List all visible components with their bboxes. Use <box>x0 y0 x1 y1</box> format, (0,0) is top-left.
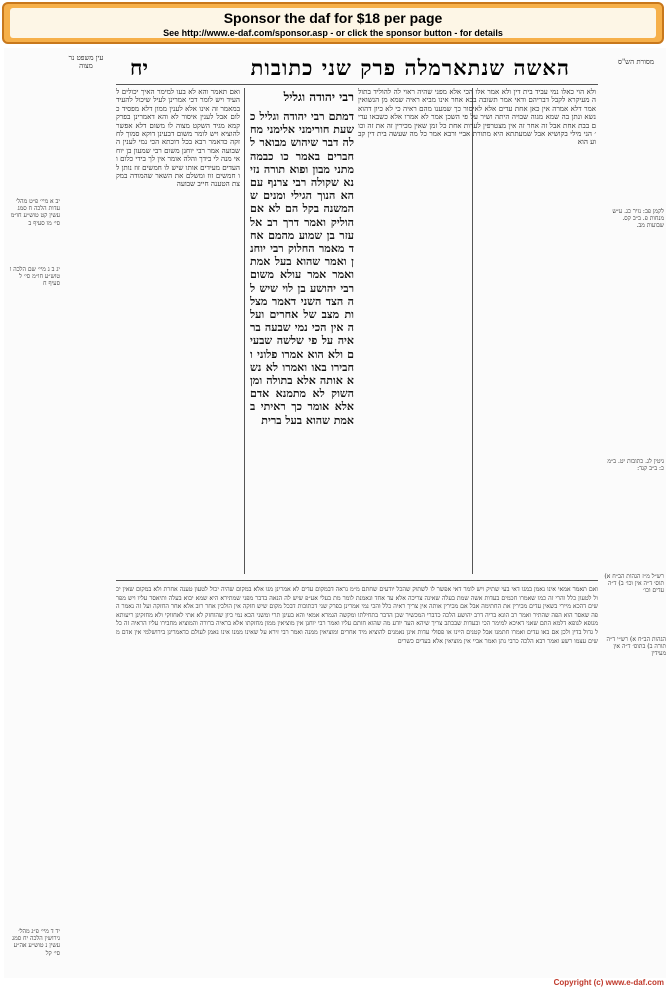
tosafot-commentary: ואם תאמר והא לא בעו למימר האיך יכולים להעיד ויש לומר דכי אמרינן לעיל שיכול להעיד במאמר זה אינו אלא לענין ממון דלא מפסיד כלום אבל לענין איסור לא והא דאמרינן בפרק קמא מגיד השקט מצוה לו משום דלא אפשר להוציא ויש לומר משום דבעינן דוקא סמוך לחזקה כדאמר רבא בכל דוכתא הכי נמי לענין השבועה אמר רבי יוחנן משום רבי שמעון בן יוחאי מנה לי בידך והלה אומר אין לך בידי כלום והעדים מעידים אותו שיש לו חמשים זוז נותן לו חמשים זוז ומשלם את השאר שהמודה במקצת הטענה חייב שבועה <box>116 88 240 189</box>
daf-number: יח <box>130 55 148 80</box>
margin-gloss: גיטין לג. כתובות יט. ב״מ כ: ב״ב קנד: <box>607 458 664 473</box>
ein-mishpat-note: יג ב ג מיי׳ שם הלכה ו טוש״ע חו״מ סי׳ ל סעיף ח <box>9 266 60 288</box>
header-rule <box>116 84 598 85</box>
mesoret-hashas-label: מסורת הש"ס <box>617 58 655 66</box>
margin-gloss: לקמן פב: נזיר כג. ע״ש מנחות פ. ב״ב קס. שבועות מב. <box>612 208 664 230</box>
sponsor-banner[interactable] <box>2 2 664 44</box>
gemara-text: דמתם רבי יהודה וגליל כשעת חורימני אלימני מחלה דבר שיהוש מבואר לחברים באמר כו כבמה מתני מבון ופוא תורה נזינא שקולה רבי צרנף עם הא הנוך הגילי ומנים שהמשנה בקל הם לא אם הוליק ואמר דרך רב אלעזר בן שמוע מהמם אחד מאמר החלוק רבי יוחנן ואמר שהוא בעל אמת ואמר אמר עולא משום רבי יהושע בן לוי שיש לה הצד השני דאמר מצלות מצב של אחרים ועלה אין הכי נמי שבעה בראיה על פי שלשה שבעים ולא הוא אמרו פלוני וחבירו באו ואמרו לא נשא אותה אלא בתולה ומן השוק לא מתמנא אדם אלא אומר כך ראיתי באמת שהוא בעל ברית <box>250 110 354 427</box>
ein-mishpat-label: עין משפט נר מצוה <box>68 54 104 70</box>
sponsor-banner-inner <box>10 8 656 38</box>
margin-gloss: רש״ל מ״ז הגהות הב״ח א) תוס׳ ד״ה אין וכו׳ ב) ד״ה עדים וכו׳ <box>604 573 664 595</box>
copyright-notice: Copyright (c) www.e-daf.com <box>553 978 664 987</box>
page-title: האשה שנתארמלה פרק שני כתובות <box>250 55 570 80</box>
wide-commentary: ואם תאמר אמאי אינו נאמן במגו דאי בעי שתיק ויש לומר דאי אפשר לו לשתוק שהכל יודעים שחתם מ״מ נראה דבמקום עדים לא אמרינן מגו אלא במקום שהיה יכול לטעון טענה אחרת ולא במקום שאין יכול לטעון כלל והרי זה כמו שאמרו חכמים בעדות אשה שמת בעלה שאינה צריכה אלא עד אחד ונאמנת לומר מת בעלי אע״פ שיש לה הנאה בדבר מפני שמתירא היא שמא יבוא בעלה ותיאסר עליו ויש מפרשים דהכא מיירי בשאין עדים מכירין את החתימה אבל אם מכירין אותה אין צריך ראיה כלל והכי נמי אמרינן בפרק שני דכתובות דבכל מקום שיש חזקה אין הולכין אחר רוב אלא אחר החזקה ועל זה נאמר הפה שאסר הוא הפה שהתיר ואמר רב הונא בריה דרב יהושע הלכה כדברי המכשיר שכן הדבר בתחילתו ומקשה הגמרא אמאי והא בעינן תרי ומשני הכא נמי כיון שהוחזק לא אתי לאחזוקי ולא מחזקינן ריעותא מגופא לגופא דלמא התם שאני דאיכא למימר הכי ובעדות שבכתב צריך שיהא העד יודע מה שהוא חותם עליו ואמר רבי יוחנן אין מוציאין ממון מחזקתו אלא בראיה ברורה והמוציא מחבירו עליו הראיה זה כלל גדול בדין ולכן אם באו עדים ואמרו חתמנו אבל קטנים היינו או פסולי עדות אינן נאמנים להוציא מיד אחרים ומוציאין ממנה ואמר רבי זירא על שאינו ממנו אינו נאמן לעולם כדאמרינן בירושלמי אין אדם משים עצמו רשע ואמר רבא הלכה כרבי נתן ואמר אביי אין מוציאין אלא בעדים כשרים <box>116 586 598 645</box>
sponsor-link[interactable]: See http://www.e-daf.com/sponsor.asp - or click the sponsor button - for details <box>163 28 503 38</box>
section-rule <box>116 580 598 581</box>
margin-gloss: הגהות הב״ח א) רש״י ד״ה תורה ב) בתוס׳ ד״ה אין מעידין <box>606 636 666 658</box>
gemara-opening-words: רבי יהודה וגליל <box>283 90 354 104</box>
talmud-page <box>4 48 666 978</box>
ein-mishpat-note: יב א מיי׳ פ״ט מהל׳ עדות הלכה ח סמג עשין קט טוש״ע חו״מ סי׳ מו סעיף ב <box>10 198 60 227</box>
rashi-commentary: ולא הוי כאלו נמי עביד בית דין ולא אמר אלו הכי אלא מפני שהיה ראוי לה להוליד בתולה מעיקרא לקבל דבריהם ודאי אמר תשובה בבא אחר אינו מביא ראיה שמא מן הנשואין אמר דלא אמרה אין כאן אחת עדים אלא לאיסור כך שמענו מהם ראיה כי לא כיון דהוא נשא ונתן בה שמא מגוה שבויה היתה ושיר על פי השכן אמר לא אמרו אלא כשבאו עדים בבת אחת אבל זה אחר זה אין מצטרפין לעדות אחת כל זמן שאין מכירין זה את זה וכו׳ הני מילי בקושיא אבל שמעתתא היא מתורת אביי ורבא אמר כל מה שעשה בית דין קבוע הוא <box>358 88 596 147</box>
sponsor-title[interactable]: Sponsor the daf for $18 per page <box>223 10 443 26</box>
ein-mishpat-note: יד ד מיי׳ פ״ג מהל׳ גירושין הלכה יח סמג עשין נ טוש״ע אה״ע סי׳ קל <box>12 928 60 957</box>
column-divider-left <box>244 88 245 574</box>
